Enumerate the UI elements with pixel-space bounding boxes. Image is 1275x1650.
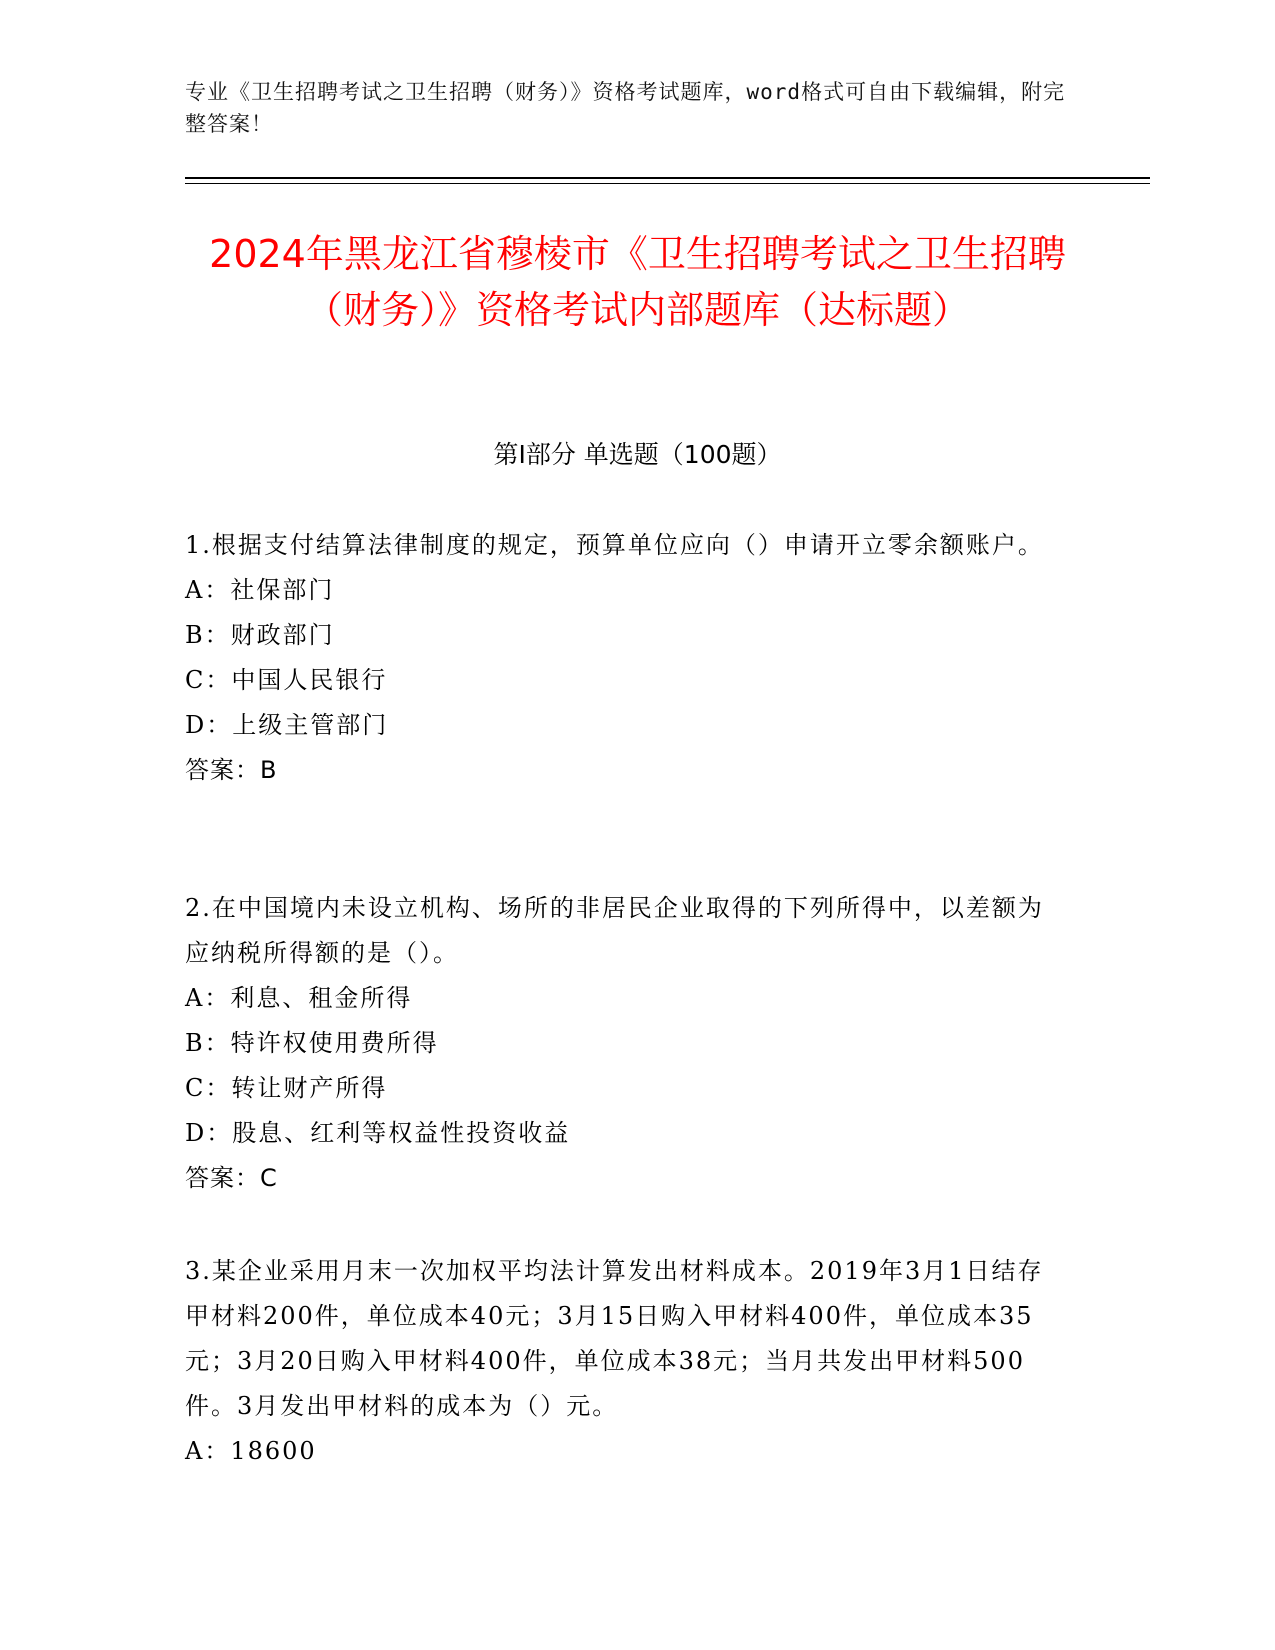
option-a: A：利息、租金所得 [185, 984, 413, 1012]
header-rule-thick [185, 177, 1150, 179]
answer: 答案：B [185, 756, 278, 784]
option-d: D：上级主管部门 [185, 711, 389, 739]
question-stem: 2.在中国境内未设立机构、场所的非居民企业取得的下列所得中，以差额为应纳税所得额的是（）。 [185, 894, 1044, 967]
question-3 [185, 1249, 1065, 1474]
header-note: 专业《卫生招聘考试之卫生招聘（财务）》资格考试题库，word格式可自由下载编辑，附完整答案！ [185, 80, 1066, 136]
header-rule-thin [185, 183, 1150, 184]
question-1 [185, 523, 1065, 793]
option-b: B：特许权使用费所得 [185, 1029, 439, 1057]
document-title: 2024年黑龙江省穆棱市《卫生招聘考试之卫生招聘（财务）》资格考试内部题库（达标题） [209, 232, 1066, 332]
option-a: A：社保部门 [185, 576, 335, 604]
answer: 答案：C [185, 1164, 278, 1192]
option-c: C：中国人民银行 [185, 666, 388, 694]
option-b: B：财政部门 [185, 621, 335, 649]
question-2 [185, 886, 1065, 1201]
option-c: C：转让财产所得 [185, 1074, 388, 1102]
question-stem: 3.某企业采用月末一次加权平均法计算发出材料成本。2019年3月1日结存甲材料200件，单位成本40元；3月15日购入甲材料400件，单位成本35元；3月20日购入甲材料400件，单位成本38元；当月共发出甲材料500件。3月发出甲材料的成本为（）元。 [185, 1257, 1044, 1420]
question-stem: 1.根据支付结算法律制度的规定，预算单位应向（）申请开立零余额账户。 [185, 531, 1044, 559]
option-d: D：股息、红利等权益性投资收益 [185, 1119, 571, 1147]
section-title: 第I部分 单选题（100题） [493, 440, 782, 469]
option-a: A：18600 [185, 1437, 317, 1465]
